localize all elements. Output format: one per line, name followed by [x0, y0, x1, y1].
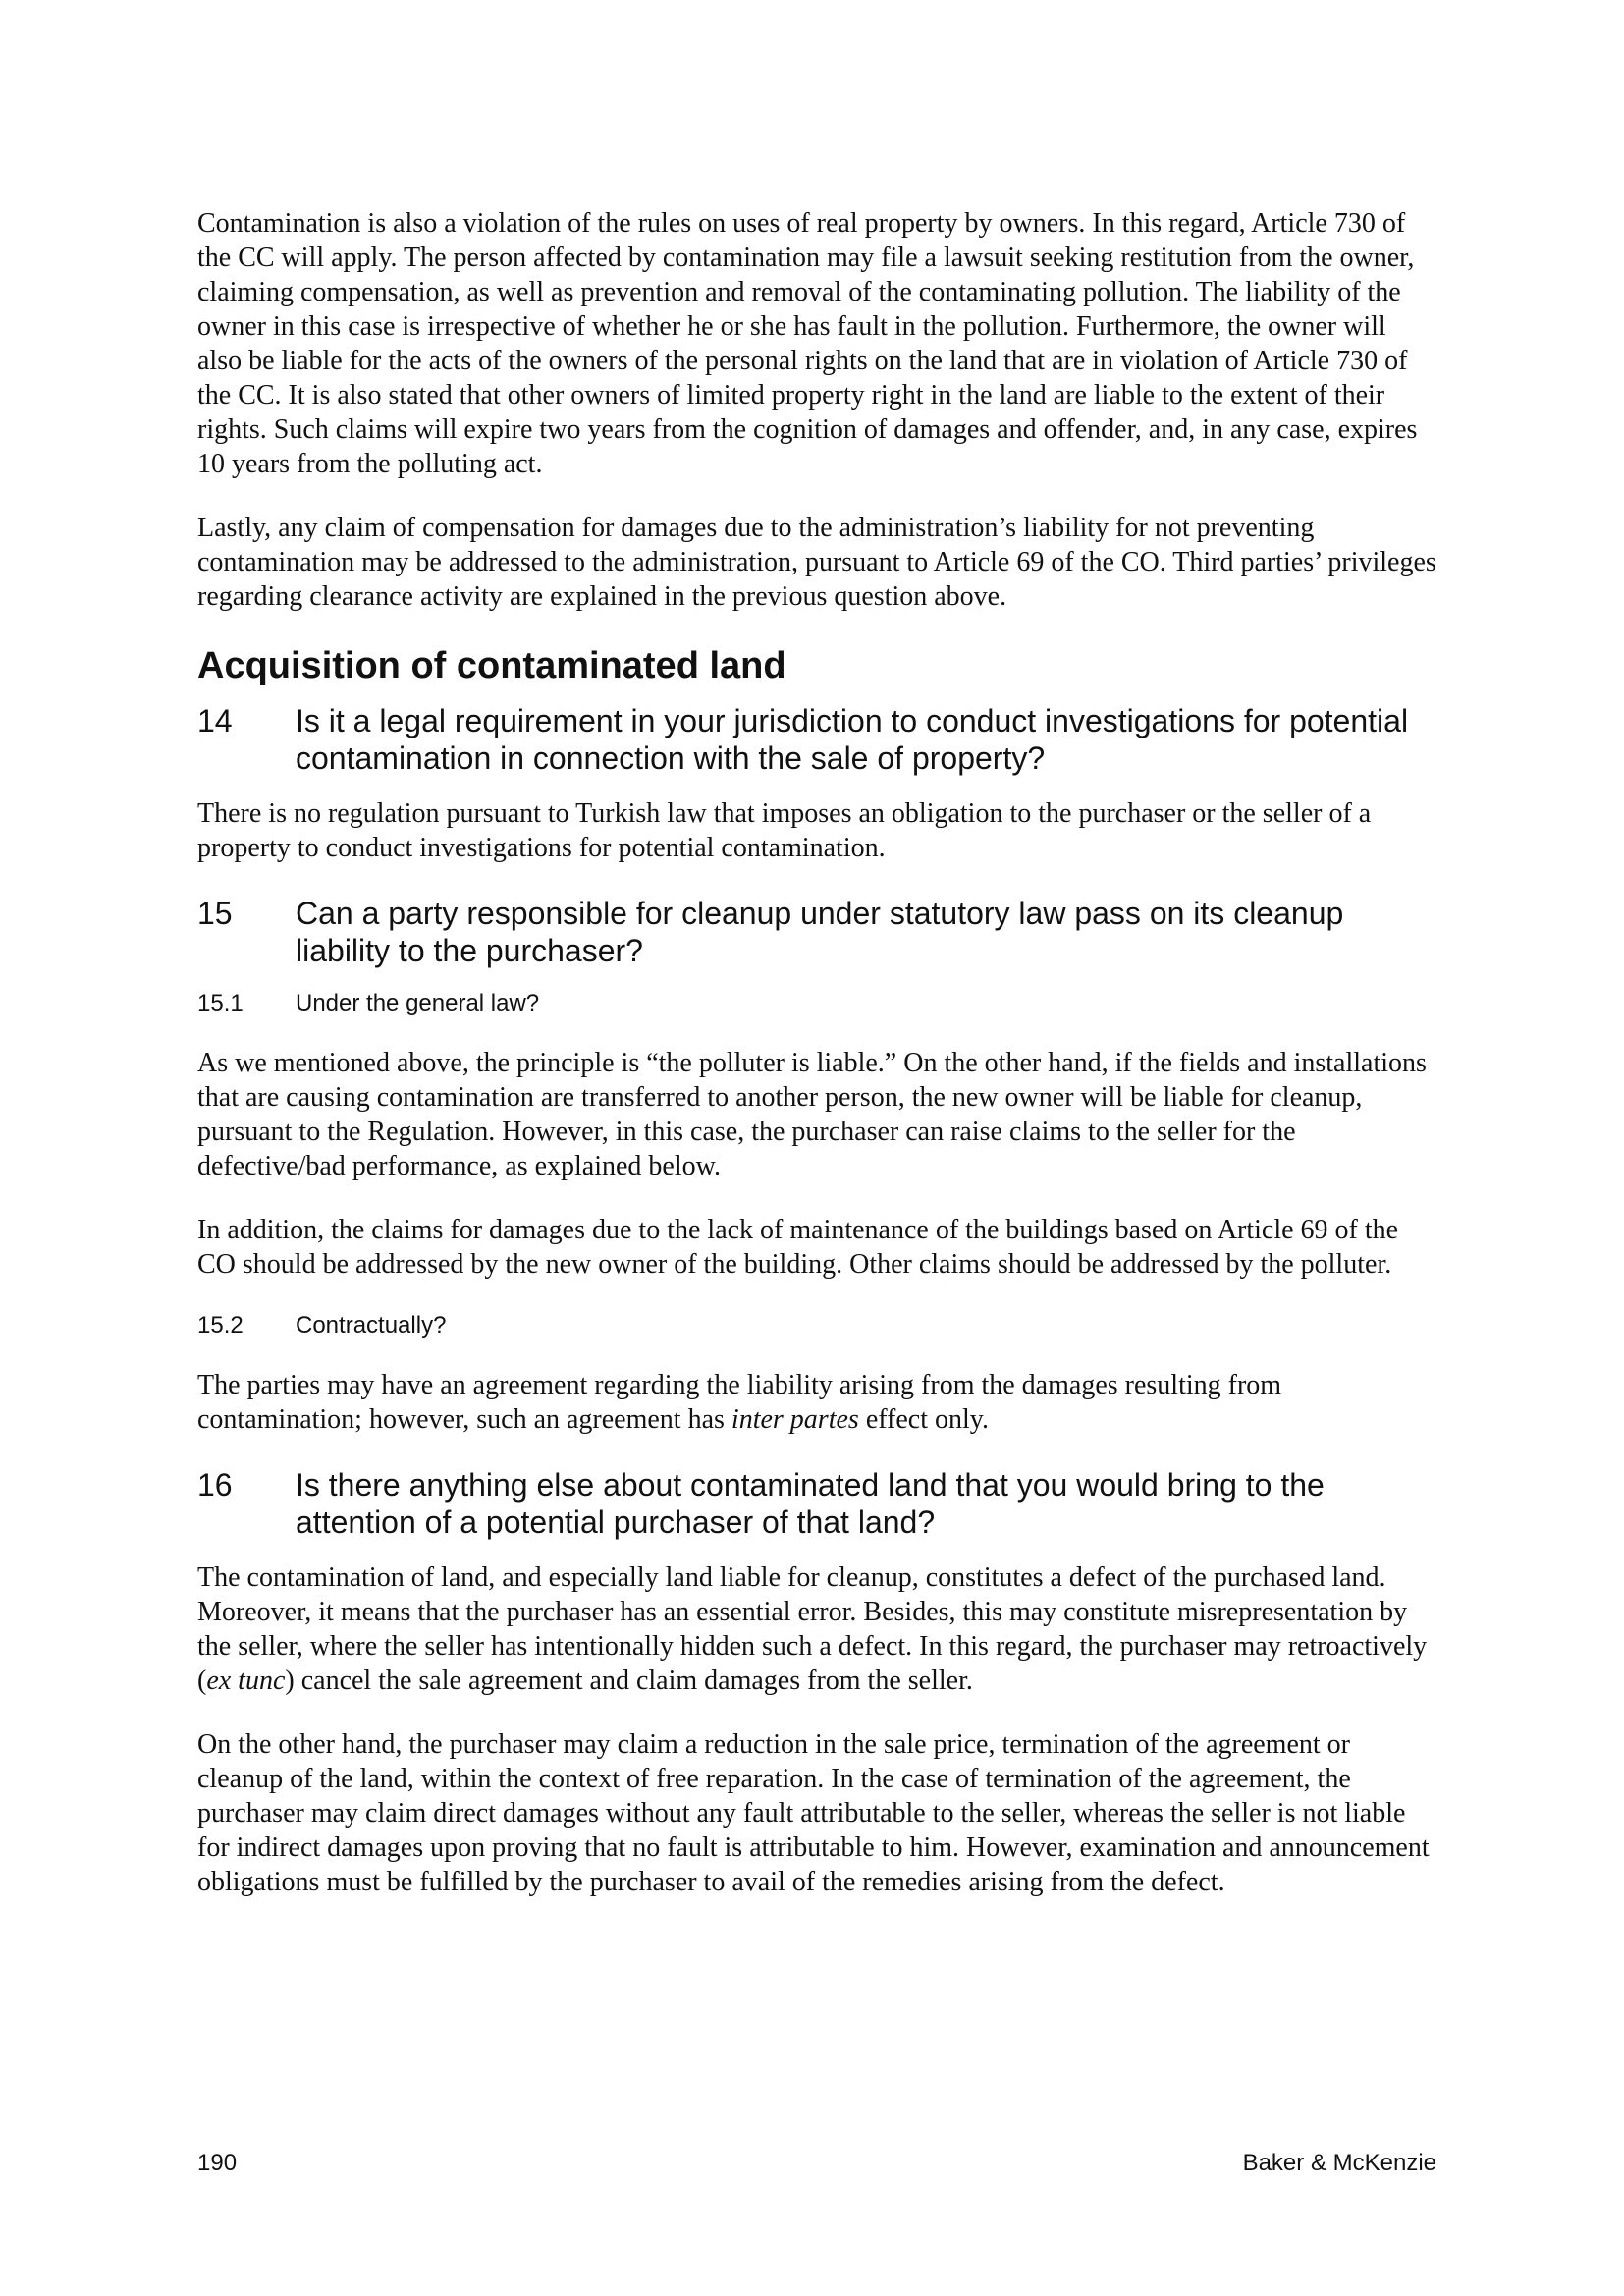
paragraph-administration-liability: Lastly, any claim of compensation for damages due to the administration’s liability for not preventing contamination may be addressed to the administration, pursuant to Article 69 of the CO. Third parties’ privileges regarding clearance activity are explained in the previous question above.	[197, 513, 1436, 612]
subquestion-number: 15.1	[197, 990, 244, 1016]
italic-term: ex tunc	[206, 1666, 286, 1696]
text-run: ) cancel the sale agreement and claim damages from the seller.	[285, 1666, 973, 1696]
subquestion-15-1-heading	[197, 989, 1436, 1018]
question-number: 14	[197, 703, 233, 738]
subquestion-15-1-paragraph-2: In addition, the claims for damages due to the lack of maintenance of the buildings based on Article 69 of the CO should be addressed by the new owner of the building. Other claims should be addressed by the polluter.	[197, 1215, 1399, 1280]
question-number: 16	[197, 1467, 233, 1503]
question-15-heading	[197, 895, 1436, 969]
question-14-heading	[197, 702, 1436, 777]
question-16-paragraph-2: On the other hand, the purchaser may claim a reduction in the sale price, termination of the agreement or cleanup of the land, within the context of free reparation. In the case of termination of the agreement, the purchaser may claim direct damages without any fault attributable to the seller, whereas the seller is not liable for indirect damages upon proving that no fault is attributable to him. However, examination and announcement obligations must be fulfilled by the purchaser to avail of the remedies arising from the defect.	[197, 1729, 1430, 1897]
subquestion-text: Under the general law?	[296, 990, 540, 1016]
subquestion-15-2-paragraph	[197, 1368, 1436, 1437]
question-text: Can a party responsible for cleanup under statutory law pass on its cleanup liability to the purchaser?	[296, 896, 1344, 968]
firm-name: Baker & McKenzie	[1242, 2150, 1436, 2176]
question-16-heading	[197, 1466, 1436, 1541]
section-heading: Acquisition of contaminated land	[197, 645, 786, 686]
question-text: Is there anything else about contaminated land that you would bring to the attention of a potential purchaser of that land?	[296, 1467, 1325, 1540]
subquestion-text: Contractually?	[296, 1312, 447, 1339]
question-16-paragraph-1	[197, 1560, 1436, 1698]
subquestion-number: 15.2	[197, 1312, 244, 1339]
subquestion-15-2-heading	[197, 1311, 1436, 1340]
text-run: The parties may have an agreement regarding the liability arising from the damages resulting from contamination; however, such an agreement has	[197, 1370, 1282, 1435]
text-run: The contamination of land, and especially land liable for cleanup, constitutes a defect of the purchased land. Moreover, it means that the purchaser has an essential error. Besides, this may constitute misrepresentation by the seller, where the seller has intentionally hidden such a defect. In this regard, the purchaser may retroactively (	[197, 1562, 1428, 1696]
text-run: effect only.	[858, 1404, 989, 1435]
paragraph-contamination-violation: Contamination is also a violation of the rules on uses of real property by owners. In this regard, Article 730 of the CC will apply. The person affected by contamination may file a lawsuit seeking restitution from the owner, claiming compensation, as well as prevention and removal of the contaminating pollution. The liability of the owner in this case is irrespective of whether he or she has fault in the pollution. Furthermore, the owner will also be liable for the acts of the owners of the personal rights on the land that are in violation of Article 730 of the CC. It is also stated that other owners of limited property right in the land are liable to the extent of their rights. Such claims will expire two years from the cognition of damages and offender, and, in any case, expires 10 years from the polluting act.	[197, 208, 1418, 479]
question-14-answer: There is no regulation pursuant to Turkish law that imposes an obligation to the purchaser or the seller of a property to conduct investigations for potential contamination.	[197, 798, 1372, 863]
page-footer	[197, 2149, 1436, 2178]
question-number: 15	[197, 896, 233, 931]
italic-term: inter partes	[731, 1404, 859, 1435]
question-text: Is it a legal requirement in your jurisdiction to conduct investigations for potential contamination in connection with the sale of property?	[296, 703, 1409, 776]
page-number: 190	[197, 2150, 238, 2176]
document-page	[197, 206, 1436, 1929]
subquestion-15-1-paragraph-1: As we mentioned above, the principle is “the polluter is liable.” On the other hand, if the fields and installations that are causing contamination are transferred to another person, the new owner will be liable for cleanup, pursuant to the Regulation. However, in this case, the purchaser can raise claims to the seller for the defective/bad performance, as explained below.	[197, 1048, 1427, 1181]
